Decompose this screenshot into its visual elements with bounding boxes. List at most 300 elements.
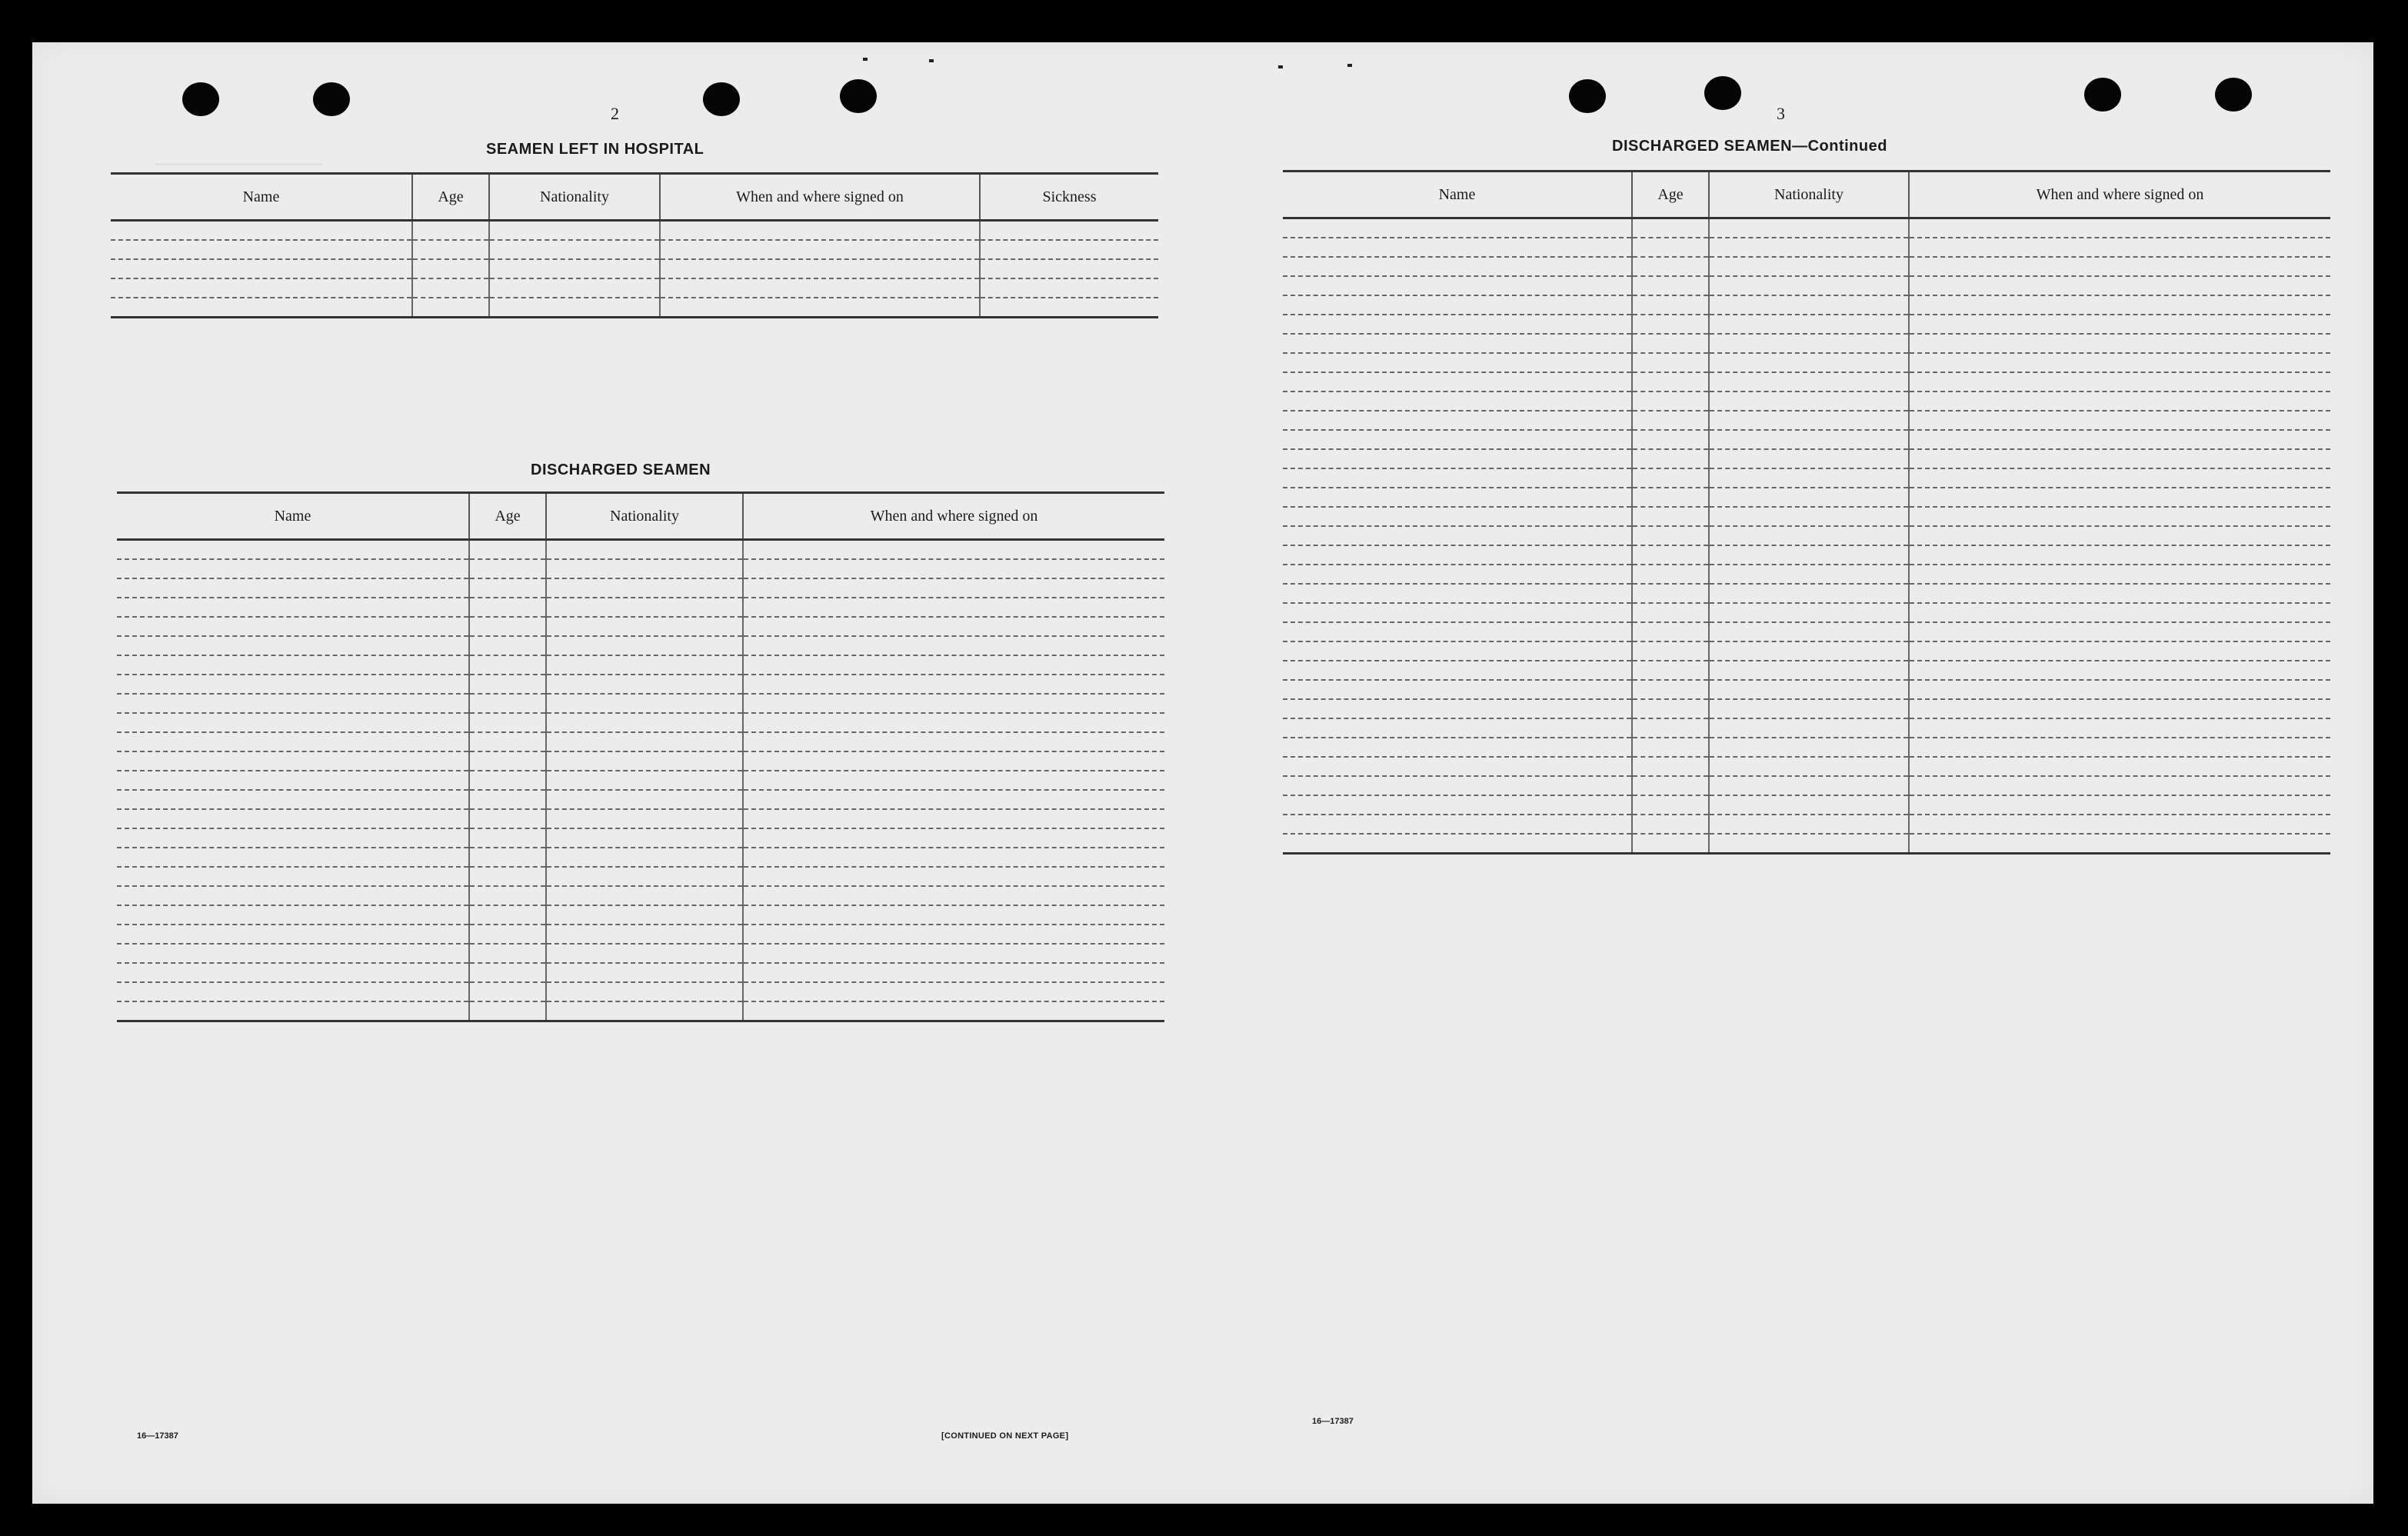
- blank-cell: [1283, 738, 1632, 757]
- blank-cell: [1632, 238, 1709, 257]
- page-number-left: 2: [611, 104, 619, 123]
- blank-cell: [1632, 391, 1709, 411]
- blank-cell: [469, 886, 546, 905]
- table-row: [117, 675, 1164, 694]
- column-header-name: Name: [1283, 172, 1632, 218]
- blank-cell: [1632, 795, 1709, 815]
- blank-cell: [1632, 411, 1709, 430]
- blank-cell: [469, 925, 546, 944]
- blank-cell: [546, 636, 743, 655]
- blank-cell: [1632, 622, 1709, 641]
- blank-cell: [1709, 776, 1909, 795]
- blank-cell: [1283, 334, 1632, 353]
- table-row: [117, 771, 1164, 790]
- blank-cell: [117, 905, 469, 925]
- blank-cell: [412, 298, 489, 318]
- blank-cell: [546, 732, 743, 751]
- blank-cell: [1283, 411, 1632, 430]
- blank-cell: [1909, 449, 2330, 468]
- punch-hole: [182, 82, 219, 116]
- blank-cell: [1709, 815, 1909, 834]
- blank-cell: [1632, 584, 1709, 603]
- blank-cell: [1709, 795, 1909, 815]
- blank-cell: [469, 1001, 546, 1021]
- hospital-header-row: [111, 174, 1158, 221]
- blank-cell: [117, 944, 469, 963]
- document-sheet: [32, 42, 2373, 1504]
- column-header-nationality: Nationality: [489, 174, 660, 221]
- column-header-name: Name: [117, 493, 469, 540]
- punch-hole: [703, 82, 740, 116]
- blank-cell: [412, 240, 489, 259]
- blank-cell: [117, 828, 469, 848]
- blank-cell: [1709, 526, 1909, 545]
- blank-cell: [469, 694, 546, 713]
- blank-cell: [743, 790, 1164, 809]
- blank-cell: [546, 578, 743, 598]
- blank-cell: [743, 751, 1164, 771]
- blank-cell: [117, 694, 469, 713]
- table-row: [1283, 757, 2330, 776]
- table-row: [117, 963, 1164, 982]
- blank-cell: [1632, 680, 1709, 699]
- blank-cell: [1283, 526, 1632, 545]
- specks: [863, 58, 868, 61]
- table-row: [1283, 315, 2330, 334]
- blank-cell: [546, 540, 743, 560]
- table-row: [1283, 295, 2330, 315]
- blank-cell: [546, 963, 743, 982]
- blank-cell: [1909, 603, 2330, 622]
- blank-cell: [1283, 834, 1632, 854]
- blank-cell: [117, 809, 469, 828]
- table-row: [117, 828, 1164, 848]
- blank-cell: [1709, 238, 1909, 257]
- blank-cell: [1283, 545, 1632, 565]
- table-row: [1283, 545, 2330, 565]
- blank-cell: [1909, 622, 2330, 641]
- blank-cell: [1632, 834, 1709, 854]
- table-row: [117, 732, 1164, 751]
- blank-cell: [117, 713, 469, 732]
- blank-cell: [1909, 699, 2330, 718]
- blank-cell: [1909, 718, 2330, 738]
- table-row: [117, 655, 1164, 675]
- blank-cell: [469, 559, 546, 578]
- blank-cell: [1283, 776, 1632, 795]
- table-row: [1283, 603, 2330, 622]
- blank-cell: [1909, 545, 2330, 565]
- discharged-table: [117, 491, 1164, 1022]
- blank-cell: [743, 713, 1164, 732]
- blank-cell: [1283, 488, 1632, 507]
- blank-cell: [1909, 334, 2330, 353]
- blank-cell: [117, 982, 469, 1001]
- blank-cell: [546, 655, 743, 675]
- blank-cell: [469, 982, 546, 1001]
- blank-cell: [743, 559, 1164, 578]
- column-header-nationality: Nationality: [1709, 172, 1909, 218]
- blank-cell: [743, 886, 1164, 905]
- blank-cell: [1709, 449, 1909, 468]
- column-header-nationality: Nationality: [546, 493, 743, 540]
- blank-cell: [546, 809, 743, 828]
- blank-cell: [546, 617, 743, 636]
- table-row: [1283, 353, 2330, 372]
- blank-cell: [117, 751, 469, 771]
- blank-cell: [1283, 295, 1632, 315]
- table-row: [117, 982, 1164, 1001]
- blank-cell: [743, 771, 1164, 790]
- table-row: [1283, 680, 2330, 699]
- blank-cell: [117, 790, 469, 809]
- blank-cell: [1709, 834, 1909, 854]
- blank-cell: [1283, 584, 1632, 603]
- blank-cell: [743, 732, 1164, 751]
- blank-cell: [546, 867, 743, 886]
- table-row: [111, 221, 1158, 241]
- blank-cell: [743, 848, 1164, 867]
- table-row: [1283, 372, 2330, 391]
- blank-cell: [469, 809, 546, 828]
- blank-cell: [1909, 834, 2330, 854]
- blank-cell: [469, 944, 546, 963]
- blank-cell: [1283, 641, 1632, 661]
- blank-cell: [469, 655, 546, 675]
- blank-cell: [1709, 738, 1909, 757]
- blank-cell: [1709, 391, 1909, 411]
- blank-cell: [469, 598, 546, 617]
- blank-cell: [1632, 526, 1709, 545]
- blank-cell: [743, 617, 1164, 636]
- blank-cell: [1632, 603, 1709, 622]
- blank-cell: [469, 828, 546, 848]
- blank-cell: [1632, 334, 1709, 353]
- table-row: [111, 278, 1158, 298]
- table-row: [117, 1001, 1164, 1021]
- blank-cell: [1632, 738, 1709, 757]
- continued-note: [CONTINUED ON NEXT PAGE]: [941, 1431, 1069, 1441]
- blank-cell: [1283, 661, 1632, 680]
- blank-cell: [1632, 815, 1709, 834]
- blank-cell: [117, 732, 469, 751]
- blank-cell: [546, 713, 743, 732]
- blank-cell: [743, 905, 1164, 925]
- specks: [1347, 64, 1352, 67]
- discharged-section-title: DISCHARGED SEAMEN: [531, 461, 711, 478]
- blank-cell: [1909, 257, 2330, 276]
- blank-cell: [660, 240, 980, 259]
- blank-cell: [111, 259, 412, 278]
- punch-hole: [1569, 79, 1606, 113]
- blank-cell: [489, 259, 660, 278]
- discharged-continued-header-row: [1283, 172, 2330, 218]
- blank-cell: [980, 298, 1158, 318]
- blank-cell: [1909, 641, 2330, 661]
- blank-cell: [1283, 507, 1632, 526]
- blank-cell: [1709, 565, 1909, 584]
- blank-cell: [1909, 526, 2330, 545]
- blank-cell: [111, 240, 412, 259]
- table-row: [1283, 834, 2330, 854]
- blank-cell: [660, 278, 980, 298]
- blank-cell: [1709, 603, 1909, 622]
- show-through-text: ─────────: [155, 150, 322, 178]
- blank-cell: [1632, 218, 1709, 238]
- blank-cell: [546, 694, 743, 713]
- form-number-right: 16—17387: [1312, 1417, 1354, 1426]
- blank-cell: [1909, 815, 2330, 834]
- blank-cell: [469, 751, 546, 771]
- blank-cell: [743, 578, 1164, 598]
- blank-cell: [1909, 661, 2330, 680]
- punch-hole: [2215, 78, 2252, 112]
- table-row: [117, 694, 1164, 713]
- blank-cell: [546, 559, 743, 578]
- blank-cell: [1709, 295, 1909, 315]
- blank-cell: [546, 675, 743, 694]
- blank-cell: [1632, 641, 1709, 661]
- blank-cell: [1709, 661, 1909, 680]
- blank-cell: [1632, 545, 1709, 565]
- blank-cell: [980, 240, 1158, 259]
- blank-cell: [1909, 430, 2330, 449]
- blank-cell: [1283, 372, 1632, 391]
- blank-cell: [1909, 507, 2330, 526]
- blank-cell: [117, 636, 469, 655]
- blank-cell: [117, 925, 469, 944]
- blank-cell: [117, 848, 469, 867]
- blank-cell: [469, 713, 546, 732]
- blank-cell: [117, 771, 469, 790]
- blank-cell: [1709, 699, 1909, 718]
- blank-cell: [111, 221, 412, 241]
- blank-cell: [1709, 545, 1909, 565]
- specks: [1278, 65, 1283, 68]
- blank-cell: [1283, 449, 1632, 468]
- blank-cell: [1709, 276, 1909, 295]
- table-row: [117, 925, 1164, 944]
- discharged-continued-title: DISCHARGED SEAMEN—Continued: [1612, 138, 1887, 155]
- blank-cell: [743, 636, 1164, 655]
- blank-cell: [743, 809, 1164, 828]
- blank-cell: [1909, 372, 2330, 391]
- blank-cell: [546, 905, 743, 925]
- blank-cell: [743, 982, 1164, 1001]
- table-row: [1283, 776, 2330, 795]
- blank-cell: [1632, 699, 1709, 718]
- blank-cell: [1632, 468, 1709, 488]
- blank-cell: [546, 828, 743, 848]
- column-header-age: Age: [1632, 172, 1709, 218]
- table-row: [1283, 584, 2330, 603]
- blank-cell: [1909, 757, 2330, 776]
- blank-cell: [1632, 776, 1709, 795]
- blank-cell: [743, 540, 1164, 560]
- blank-cell: [1709, 584, 1909, 603]
- table-row: [1283, 468, 2330, 488]
- blank-cell: [1909, 795, 2330, 815]
- table-row: [117, 540, 1164, 560]
- table-row: [1283, 488, 2330, 507]
- specks: [929, 59, 934, 62]
- blank-cell: [1632, 295, 1709, 315]
- blank-cell: [1909, 238, 2330, 257]
- discharged-continued-table: [1283, 170, 2330, 855]
- blank-cell: [1283, 353, 1632, 372]
- discharged-header-row: [117, 493, 1164, 540]
- blank-cell: [117, 559, 469, 578]
- table-row: [1283, 257, 2330, 276]
- table-row: [117, 848, 1164, 867]
- blank-cell: [546, 944, 743, 963]
- blank-cell: [1909, 353, 2330, 372]
- table-row: [1283, 661, 2330, 680]
- blank-cell: [117, 675, 469, 694]
- blank-cell: [117, 963, 469, 982]
- blank-cell: [743, 867, 1164, 886]
- blank-cell: [489, 221, 660, 241]
- blank-cell: [980, 278, 1158, 298]
- blank-cell: [1283, 238, 1632, 257]
- blank-cell: [1709, 372, 1909, 391]
- blank-cell: [1632, 718, 1709, 738]
- blank-cell: [1909, 218, 2330, 238]
- blank-cell: [412, 221, 489, 241]
- blank-cell: [1632, 372, 1709, 391]
- column-header-name: Name: [111, 174, 412, 221]
- table-row: [1283, 718, 2330, 738]
- table-row: [1283, 391, 2330, 411]
- blank-cell: [1283, 430, 1632, 449]
- blank-cell: [1632, 276, 1709, 295]
- blank-cell: [1283, 603, 1632, 622]
- blank-cell: [1632, 257, 1709, 276]
- blank-cell: [1632, 353, 1709, 372]
- blank-cell: [1709, 641, 1909, 661]
- blank-cell: [469, 675, 546, 694]
- blank-cell: [469, 617, 546, 636]
- blank-cell: [1709, 507, 1909, 526]
- blank-cell: [1709, 430, 1909, 449]
- blank-cell: [546, 771, 743, 790]
- blank-cell: [1283, 276, 1632, 295]
- blank-cell: [469, 867, 546, 886]
- table-row: [1283, 334, 2330, 353]
- punch-hole: [1704, 76, 1741, 110]
- blank-cell: [743, 598, 1164, 617]
- table-row: [1283, 276, 2330, 295]
- blank-cell: [1632, 430, 1709, 449]
- blank-cell: [743, 828, 1164, 848]
- blank-cell: [1709, 488, 1909, 507]
- blank-cell: [111, 278, 412, 298]
- column-header-sickness: Sickness: [980, 174, 1158, 221]
- blank-cell: [469, 848, 546, 867]
- blank-cell: [1709, 218, 1909, 238]
- table-row: [117, 790, 1164, 809]
- column-header-signed-on: When and where signed on: [743, 493, 1164, 540]
- blank-cell: [743, 675, 1164, 694]
- table-row: [117, 598, 1164, 617]
- blank-cell: [469, 963, 546, 982]
- table-row: [1283, 507, 2330, 526]
- blank-cell: [546, 848, 743, 867]
- table-row: [117, 636, 1164, 655]
- table-row: [1283, 795, 2330, 815]
- blank-cell: [1283, 718, 1632, 738]
- blank-cell: [743, 694, 1164, 713]
- punch-hole: [313, 82, 350, 116]
- blank-cell: [1709, 680, 1909, 699]
- table-row: [117, 617, 1164, 636]
- table-row: [1283, 815, 2330, 834]
- table-row: [117, 751, 1164, 771]
- blank-cell: [660, 221, 980, 241]
- blank-cell: [489, 278, 660, 298]
- blank-cell: [1909, 488, 2330, 507]
- blank-cell: [412, 259, 489, 278]
- table-row: [1283, 449, 2330, 468]
- blank-cell: [1632, 565, 1709, 584]
- blank-cell: [1283, 795, 1632, 815]
- blank-cell: [1632, 757, 1709, 776]
- blank-cell: [546, 598, 743, 617]
- blank-cell: [1909, 295, 2330, 315]
- table-row: [1283, 565, 2330, 584]
- table-row: [117, 578, 1164, 598]
- column-header-age: Age: [469, 493, 546, 540]
- blank-cell: [743, 925, 1164, 944]
- blank-cell: [1632, 449, 1709, 468]
- blank-cell: [1709, 353, 1909, 372]
- blank-cell: [1909, 391, 2330, 411]
- blank-cell: [1709, 718, 1909, 738]
- blank-cell: [1283, 257, 1632, 276]
- blank-cell: [1709, 257, 1909, 276]
- blank-cell: [469, 732, 546, 751]
- blank-cell: [469, 578, 546, 598]
- blank-cell: [117, 617, 469, 636]
- punch-hole: [840, 79, 877, 113]
- blank-cell: [117, 886, 469, 905]
- table-row: [111, 259, 1158, 278]
- blank-cell: [1283, 391, 1632, 411]
- blank-cell: [980, 259, 1158, 278]
- blank-cell: [1709, 315, 1909, 334]
- blank-cell: [469, 790, 546, 809]
- blank-cell: [1632, 315, 1709, 334]
- hospital-table: [111, 172, 1158, 318]
- table-row: [1283, 430, 2330, 449]
- table-row: [1283, 738, 2330, 757]
- blank-cell: [1283, 622, 1632, 641]
- hospital-section-title: SEAMEN LEFT IN HOSPITAL: [486, 141, 704, 158]
- page-number-right: 3: [1777, 104, 1785, 123]
- blank-cell: [546, 751, 743, 771]
- blank-cell: [1283, 699, 1632, 718]
- blank-cell: [1909, 315, 2330, 334]
- blank-cell: [1909, 776, 2330, 795]
- table-row: [1283, 526, 2330, 545]
- table-row: [117, 867, 1164, 886]
- blank-cell: [1709, 411, 1909, 430]
- table-row: [117, 944, 1164, 963]
- blank-cell: [1709, 334, 1909, 353]
- blank-cell: [660, 259, 980, 278]
- blank-cell: [980, 221, 1158, 241]
- blank-cell: [660, 298, 980, 318]
